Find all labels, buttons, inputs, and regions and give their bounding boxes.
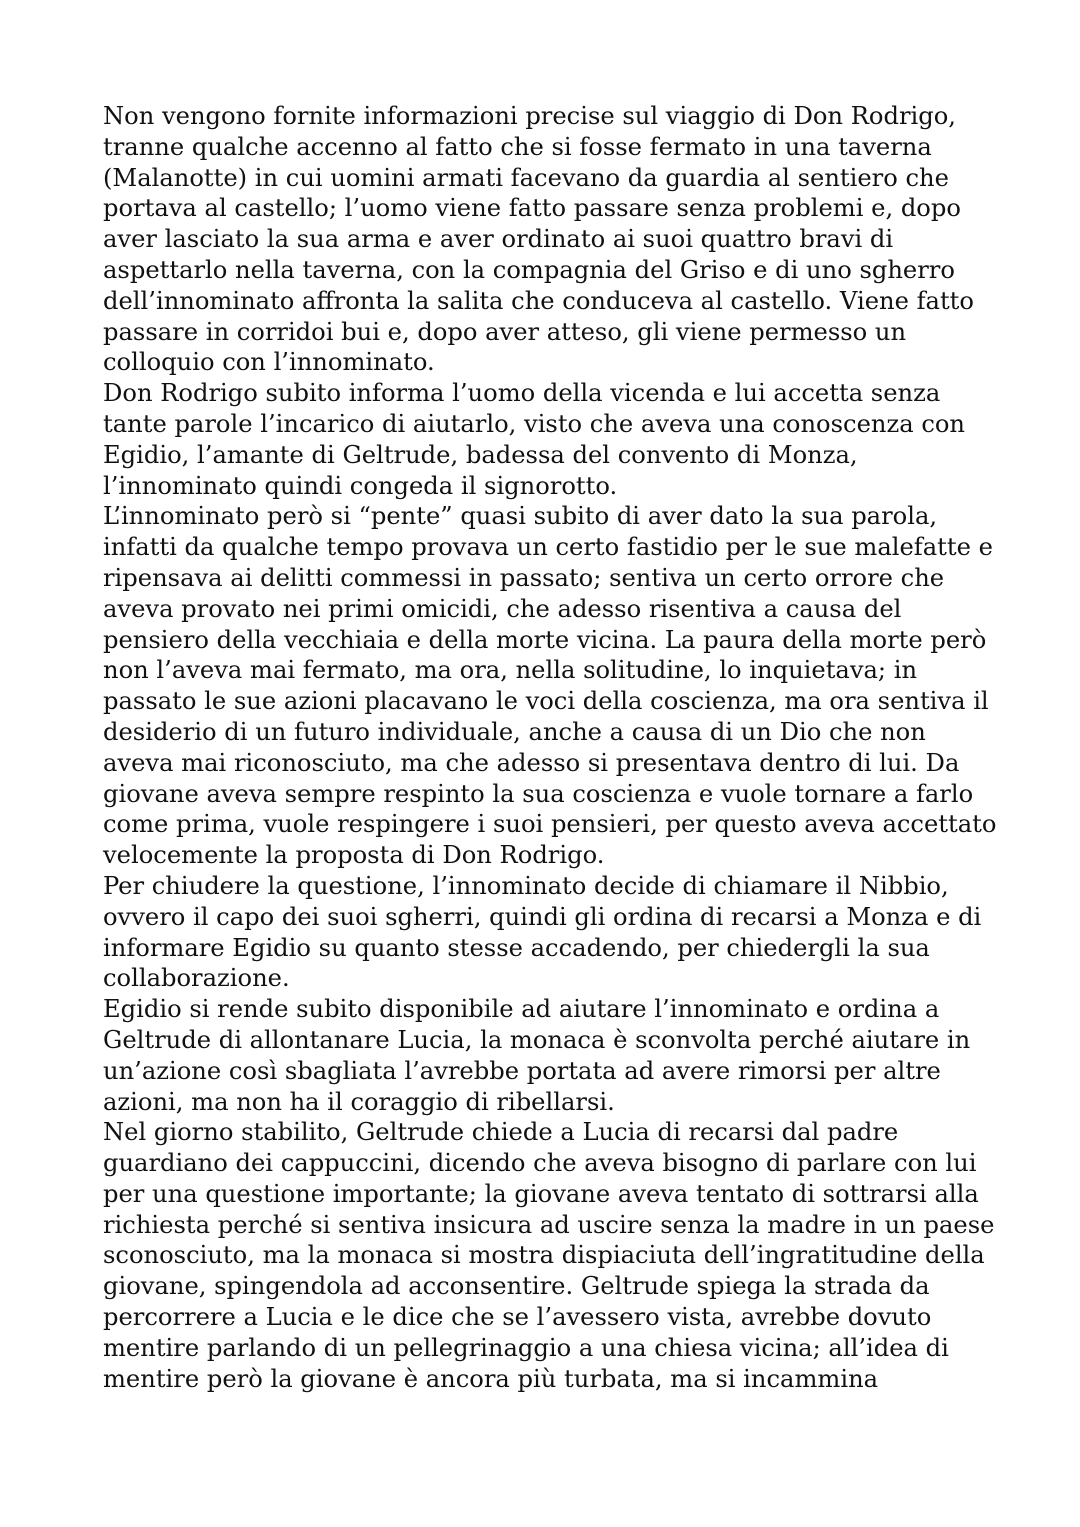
text-line: mentire però la giovane è ancora più turbata, ma si incammina [103,1364,879,1393]
text-line: pensiero della vecchiaia e della morte vicina. La paura della morte però [103,625,987,654]
text-line: infatti da qualche tempo provava un certo fastidio per le sue malefatte e [103,533,993,562]
text-line: Nel giorno stabilito, Geltrude chiede a Lucia di recarsi dal padre [103,1118,899,1147]
text-line: Per chiudere la questione, l’innominato decide di chiamare il Nibbio, [103,871,949,900]
text-line: mentire parlando di un pellegrinaggio a una chiesa vicina; all’idea di [103,1333,949,1362]
text-line: non l’aveva mai fermato, ma ora, nella solitudine, lo inquietava; in [103,656,918,685]
text-line: collaborazione. [103,964,290,993]
text-line: passare in corridoi bui e, dopo aver atteso, gli viene permesso un [103,317,907,346]
text-line: Egidio, l’amante di Geltrude, badessa del convento di Monza, [103,440,858,469]
text-line: giovane aveva sempre respinto la sua coscienza e vuole tornare a farlo [103,779,974,808]
text-line: velocemente la proposta di Don Rodrigo. [103,841,605,870]
text-line: passato le sue azioni placavano le voci della coscienza, ma ora sentiva il [103,687,989,716]
text-line: colloquio con l’innominato. [103,348,435,377]
text-line: tranne qualche accenno al fatto che si fosse fermato in una taverna [103,132,932,161]
text-line: come prima, vuole respingere i suoi pensieri, per questo aveva accettato [103,810,997,839]
text-line: aver lasciato la sua arma e aver ordinato ai suoi quattro bravi di [103,225,894,254]
text-line: tante parole l’incarico di aiutarlo, visto che aveva una conoscenza con [103,409,966,438]
text-line: L’innominato però si “pente” quasi subito di aver dato la sua parola, [103,502,938,531]
text-line: aveva mai riconosciuto, ma che adesso si presentava dentro di lui. Da [103,748,960,777]
text-line: sconosciuto, ma la monaca si mostra dispiaciuta dell’ingratitudine della [103,1241,985,1270]
text-line: giovane, spingendola ad acconsentire. Geltrude spiega la strada da [103,1272,930,1301]
text-line: Geltrude di allontanare Lucia, la monaca è sconvolta perché aiutare in [103,1025,971,1054]
text-line: l’innominato quindi congeda il signorotto. [103,471,618,500]
text-line: azioni, ma non ha il coraggio di ribellarsi. [103,1087,615,1116]
text-line: richiesta perché si sentiva insicura ad uscire senza la madre in un paese [103,1210,995,1239]
text-line: aveva provato nei primi omicidi, che adesso risentiva a causa del [103,594,902,623]
text-line: percorrere a Lucia e le dice che se l’avessero vista, avrebbe dovuto [103,1303,932,1332]
text-line: Don Rodrigo subito informa l’uomo della vicenda e lui accetta senza [103,379,941,408]
text-line: informare Egidio su quanto stesse accadendo, per chiedergli la sua [103,933,930,962]
text-line: Egidio si rende subito disponibile ad aiutare l’innominato e ordina a [103,995,940,1024]
text-line: portava al castello; l’uomo viene fatto passare senza problemi e, dopo [103,194,961,223]
text-line: guardiano dei cappuccini, dicendo che aveva bisogno di parlare con lui [103,1149,977,1178]
text-line: aspettarlo nella taverna, con la compagnia del Griso e di uno sgherro [103,255,955,284]
text-line: un’azione così sbagliata l’avrebbe portata ad avere rimorsi per altre [103,1056,941,1085]
text-line: (Malanotte) in cui uomini armati facevano da guardia al sentiero che [103,163,949,192]
text-line: Non vengono fornite informazioni precise sul viaggio di Don Rodrigo, [103,102,956,130]
text-line: desiderio di un futuro individuale, anche a causa di un Dio che non [103,717,926,746]
text-line: ripensava ai delitti commessi in passato; sentiva un certo orrore che [103,563,945,592]
text-line: ovvero il capo dei suoi sgherri, quindi gli ordina di recarsi a Monza e di [103,902,982,931]
body-text [103,101,997,1394]
text-line: dell’innominato affronta la salita che conduceva al castello. Viene fatto [103,286,974,315]
text-line: per una questione importante; la giovane aveva tentato di sottrarsi alla [103,1179,979,1208]
